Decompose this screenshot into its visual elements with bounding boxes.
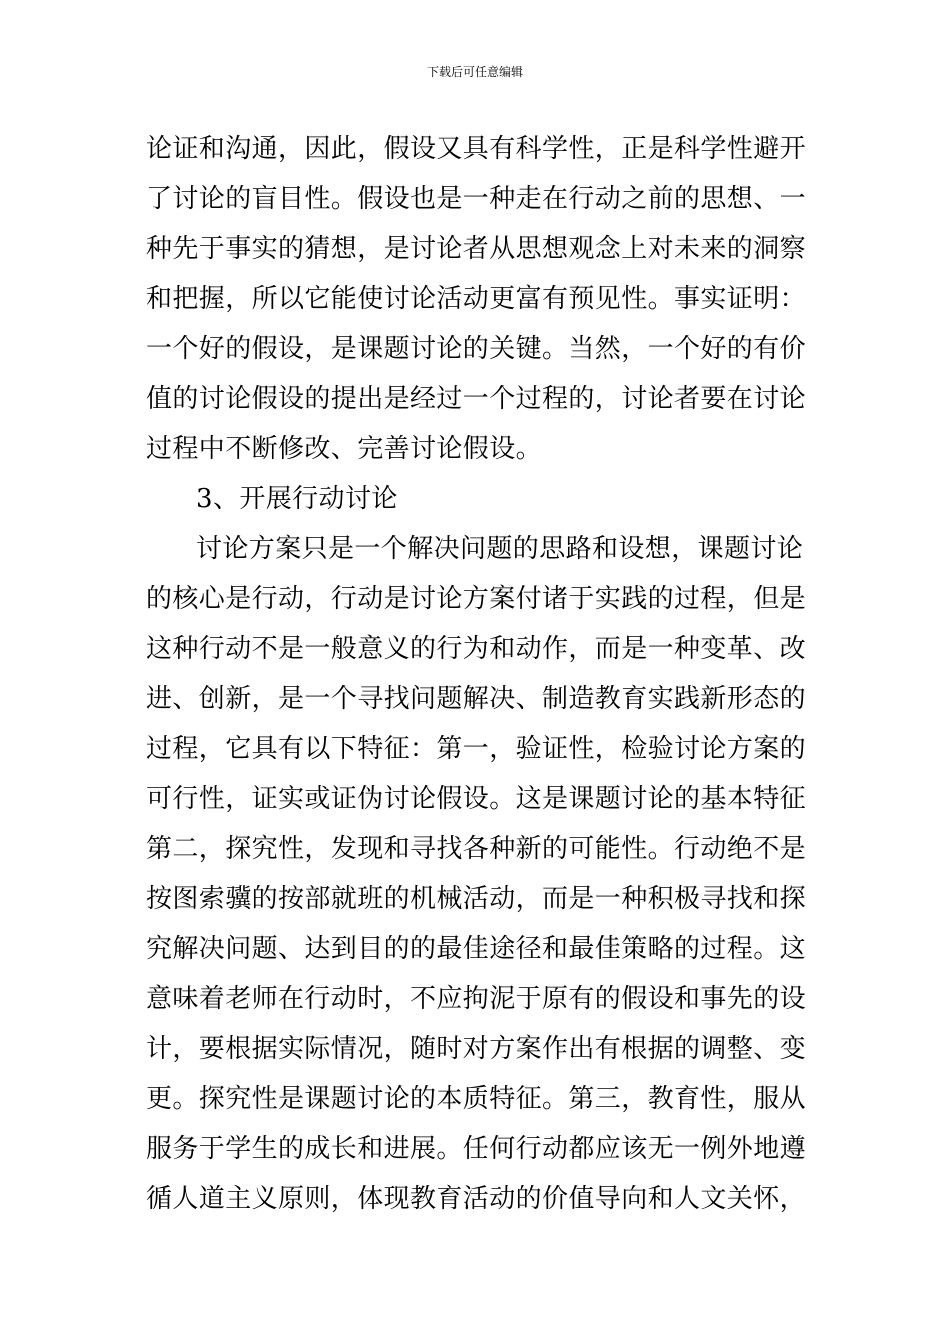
text-line: 种先于事实的猜想，是讨论者从思想观念上对未来的洞察 [146, 234, 807, 264]
text-line: 过程，它具有以下特征：第一，验证性，检验讨论方案的 [146, 734, 807, 764]
text-line: 的核心是行动，行动是讨论方案付诸于实践的过程，但是 [146, 584, 807, 614]
text-line: 按图索骥的按部就班的机械活动，而是一种积极寻找和探 [146, 884, 807, 914]
text-line: 循人道主义原则，体现教育活动的价值导向和人文关怀， [146, 1184, 807, 1214]
text-line: 进、创新，是一个寻找问题解决、制造教育实践新形态的 [146, 684, 807, 714]
text-line: 第二，探究性，发现和寻找各种新的可能性。行动绝不是 [146, 834, 807, 864]
text-line: 和把握，所以它能使讨论活动更富有预见性。事实证明： [146, 284, 807, 314]
text-line: 论证和沟通，因此，假设又具有科学性，正是科学性避开 [146, 134, 807, 164]
text-line: 服务于学生的成长和进展。任何行动都应该无一例外地遵 [146, 1134, 807, 1164]
text-line: 意味着老师在行动时，不应拘泥于原有的假设和事先的设 [146, 984, 807, 1014]
text-line: 值的讨论假设的提出是经过一个过程的，讨论者要在讨论 [146, 384, 807, 414]
text-line: 过程中不断修改、完善讨论假设。 [146, 434, 543, 464]
text-line: 讨论方案只是一个解决问题的思路和设想，课题讨论 [196, 534, 804, 564]
text-line: 可行性，证实或证伪讨论假设。这是课题讨论的基本特征 [146, 784, 807, 814]
section-heading: 3、开展行动讨论 [196, 484, 398, 514]
text-line: 究解决问题、达到目的的最佳途径和最佳策略的过程。这 [146, 934, 807, 964]
text-line: 这种行动不是一般意义的行为和动作，而是一种变革、改 [146, 634, 807, 664]
text-line: 一个好的假设，是课题讨论的关键。当然，一个好的有价 [146, 334, 807, 364]
page-header: 下载后可任意编辑 [426, 65, 523, 79]
text-line: 计，要根据实际情况，随时对方案作出有根据的调整、变 [146, 1034, 807, 1064]
text-line: 更。探究性是课题讨论的本质特征。第三，教育性，服从 [146, 1084, 807, 1114]
text-line: 了讨论的盲目性。假设也是一种走在行动之前的思想、一 [146, 184, 807, 214]
